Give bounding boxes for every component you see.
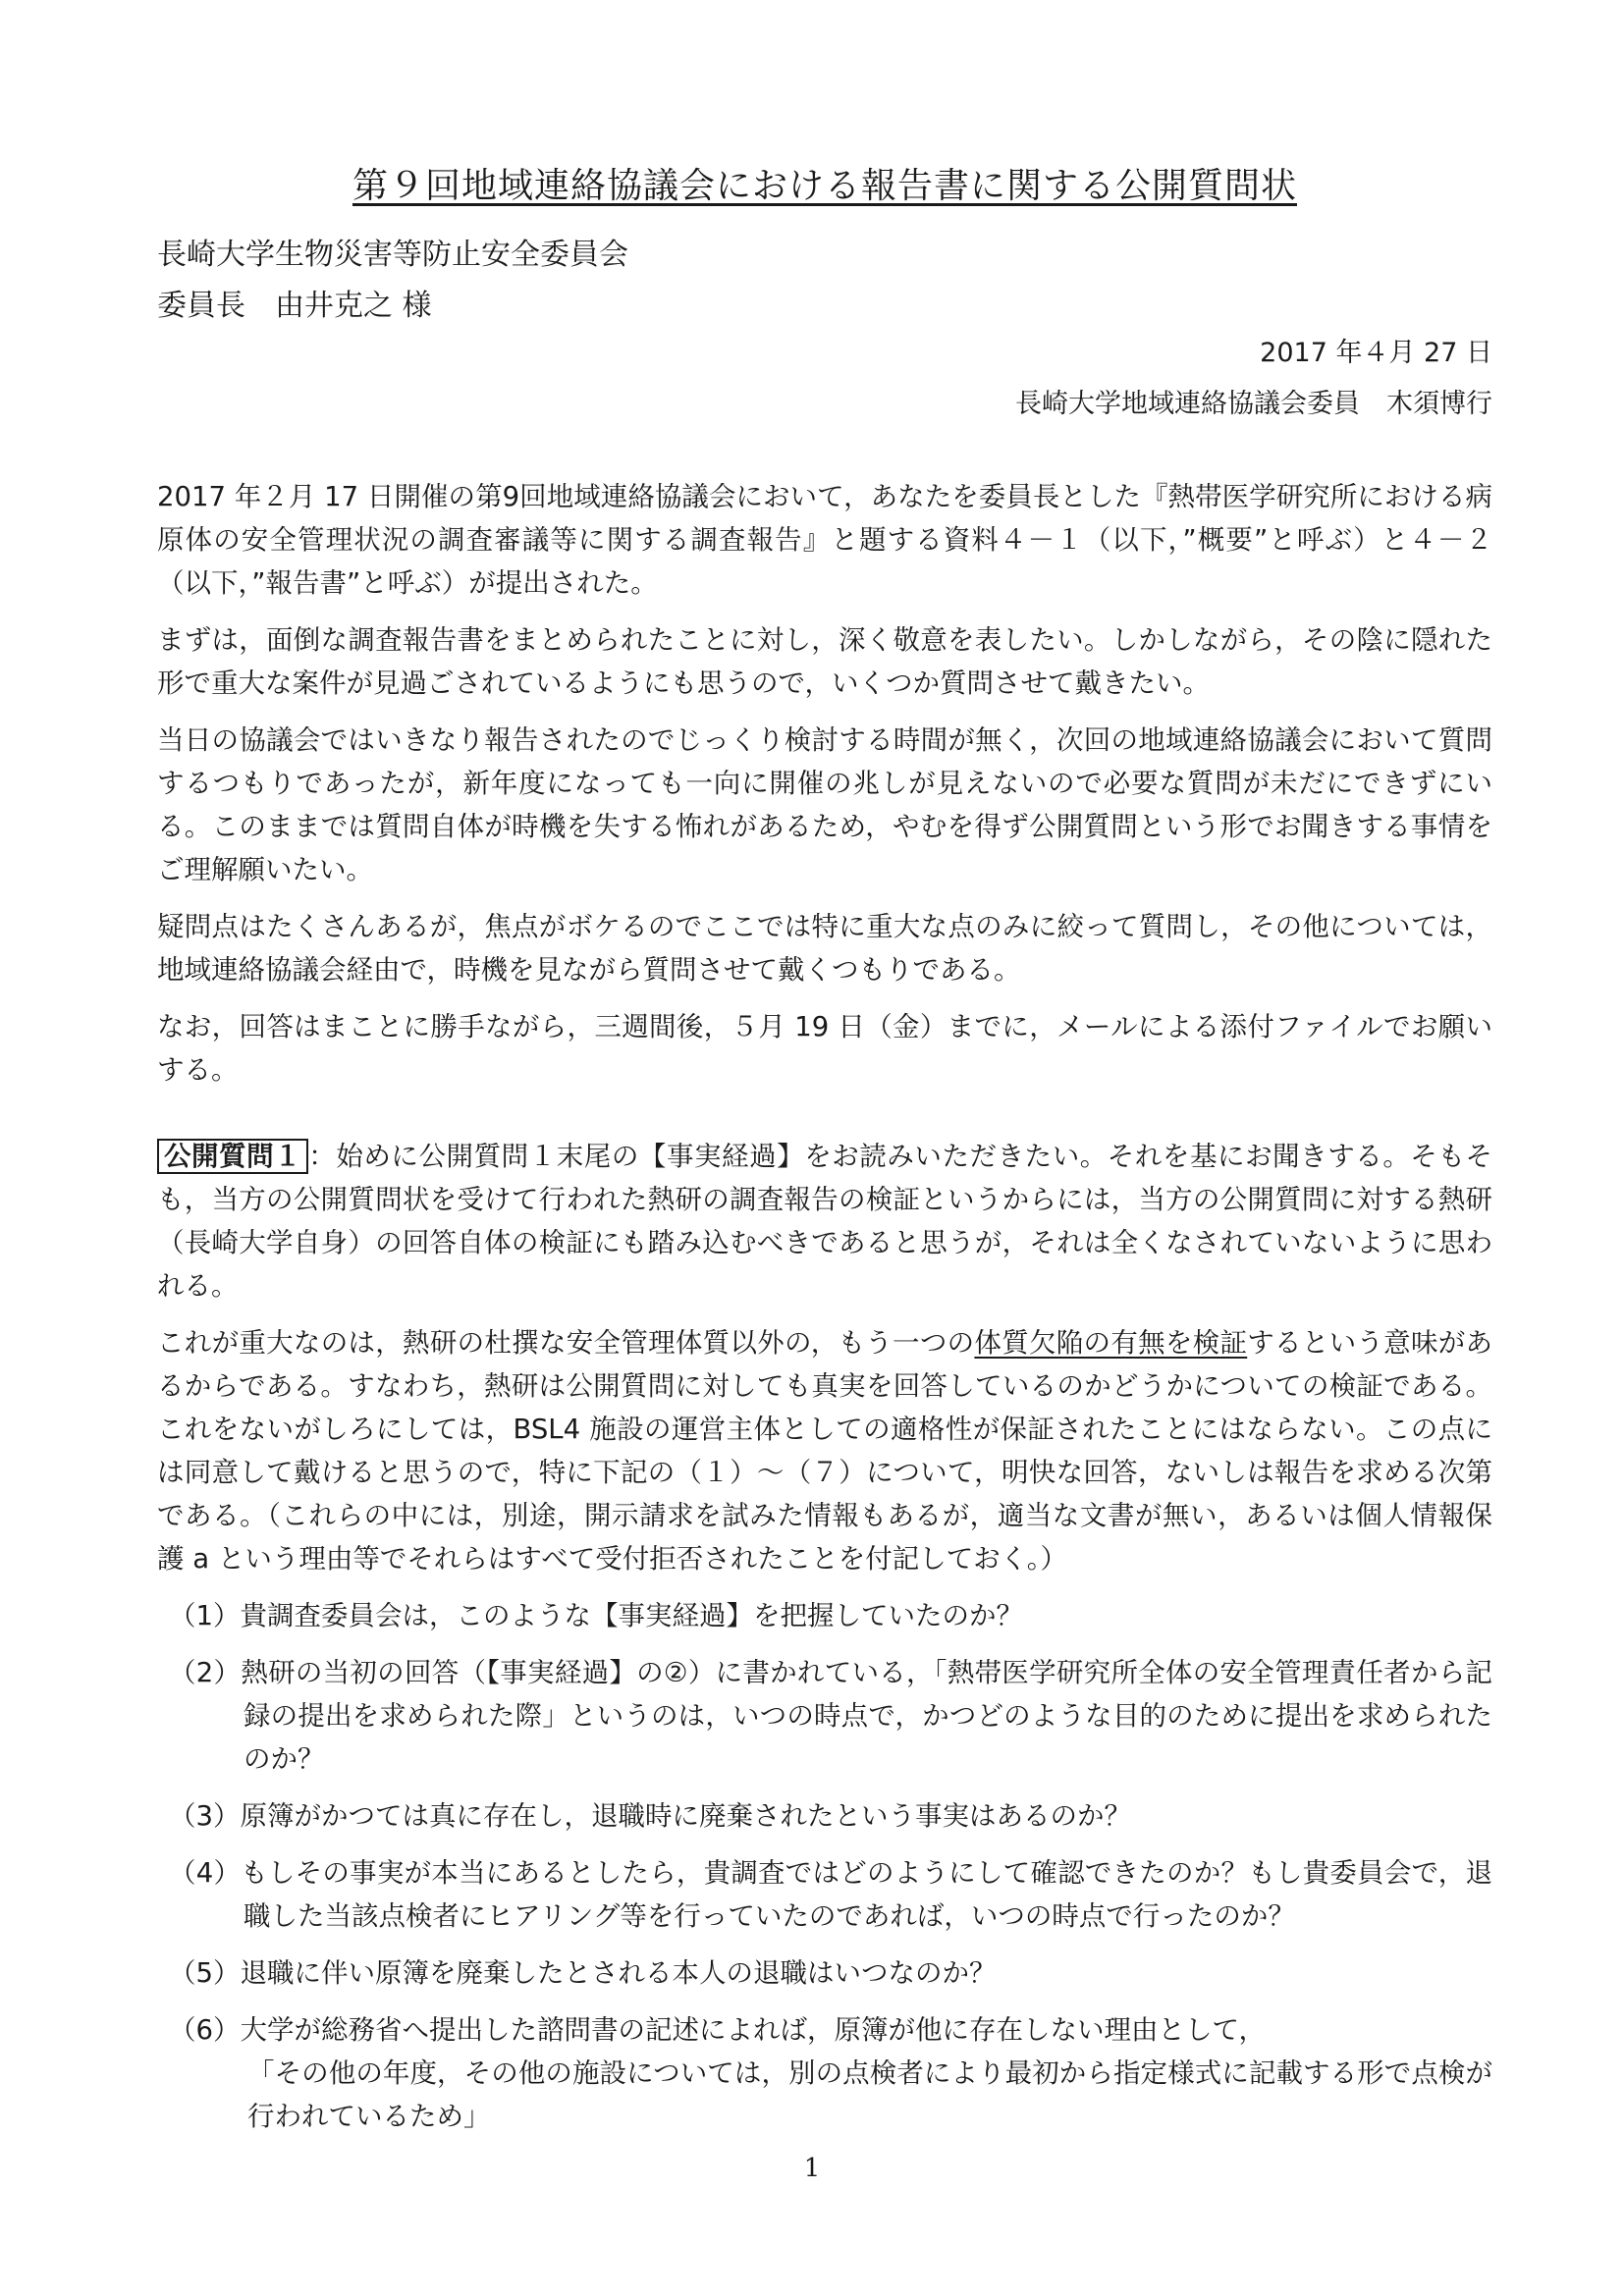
document-title xyxy=(157,165,1492,208)
question-item: （4）もしその事実が本当にあるとしたら，貴調査ではどのようにして確認できたのか？もし貴委員会で，退職した当該点検者にヒアリング等を行っていたのであれば，いつの時点で行ったのか？ xyxy=(169,1857,1492,1932)
page-number: 1 xyxy=(803,2154,821,2183)
sender-name: 長崎大学地域連絡協議会委員 木須博行 xyxy=(1015,389,1492,419)
intro-paragraph: なお，回答はまことに勝手ながら，三週間後，５月 19 日（金）までに，メールによる添付ファイルでお願いする。 xyxy=(157,1011,1492,1086)
question-1-significance xyxy=(157,1321,1492,1580)
addressee-org: 長崎大学生物災害等防止安全委員会 xyxy=(157,238,628,272)
question-1-label: 公開質問１ xyxy=(157,1139,308,1174)
question-1-text: ：始めに公開質問１末尾の【事実経過】をお読みいただきたい。それを基にお聞きする。そもそも，当方の公開質問状を受けて行われた熱研の調査報告の検証というからには，当方の公開質問に対する熱研（長崎大学自身）の回答自体の検証にも踏み込むべきであると思うが，それは全くなされていないように思われる。 xyxy=(157,1141,1492,1302)
question-item: （2）熱研の当初の回答（【事実経過】の②）に書かれている，「熱帯医学研究所全体の安全管理責任者から記録の提出を求められた際」というのは，いつの時点で，かつどのような目的のために提出を求められたのか？ xyxy=(169,1657,1492,1775)
quoted-reason: 「その他の年度，その他の施設については，別の点検者により最初から指定様式に記載する形で点検が行われているため」 xyxy=(247,2057,1492,2132)
intro-paragraph: 2017 年２月 17 日開催の第9回地域連絡協議会において，あなたを委員長とした『熱帯医学研究所における病原体の安全管理状況の調査審議等に関する調査報告』と題する資料４－１（以下，”概要”と呼ぶ）と４－２（以下，”報告書”と呼ぶ）が提出された。 xyxy=(157,481,1492,599)
addressee-name: 委員長 由井克之 様 xyxy=(157,289,432,323)
intro-paragraph: 当日の協議会ではいきなり報告されたのでじっくり検討する時間が無く，次回の地域連絡協議会において質問するつもりであったが，新年度になっても一向に開催の兆しが見えないので必要な質問が未だにできずにいる。このままでは質問自体が時機を失する怖れがあるため，やむを得ず公開質問という形でお聞きする事情をご理解願いたい。 xyxy=(157,724,1492,885)
intro-paragraph: まずは，面倒な調査報告書をまとめられたことに対し，深く敬意を表したい。しかしながら，その陰に隠れた形で重大な案件が見過ごされているようにも思うので，いくつか質問させて戴きたい。 xyxy=(157,624,1492,699)
question-item: （6）大学が総務省へ提出した諮問書の記述によれば，原簿が他に存在しない理由として， xyxy=(169,2014,1266,2046)
document-title-text: 第９回地域連絡協議会における報告書に関する公開質問状 xyxy=(352,166,1297,206)
letter-body xyxy=(157,475,1492,2152)
question-list xyxy=(157,1594,1492,2052)
question-item: （5）退職に伴い原簿を廃棄したとされる本人の退職はいつなのか？ xyxy=(169,1957,997,1989)
significance-underlined: 体質欠陥の有無を検証 xyxy=(974,1327,1248,1359)
section-gap xyxy=(157,1105,1492,1135)
significance-text-after: するという意味があるからである。すなわち，熱研は公開質問に対しても真実を回答しているのかどうかについての検証である。これをないがしろにしては，BSL4 施設の運営主体としての適格性が保証されたことにはならない。この点には同意して戴けると思うので，特に下記の（１）～（７）について，明快な回答，ないしは報告を求める次第である。（これらの中には，別途，開示請求を試みた情報もあるが，適当な文書が無い，あるいは個人情報保護 a という理由等でそれらはすべて受付拒否されたことを付記しておく。） xyxy=(157,1327,1493,1575)
letter-date: 2017 年４月 27 日 xyxy=(1260,338,1492,368)
significance-text-before: これが重大なのは，熱研の杜撰な安全管理体質以外の，もう一つの xyxy=(157,1327,975,1359)
question-item: （1）貴調査委員会は，このような【事実経過】を把握していたのか？ xyxy=(169,1600,1023,1631)
intro-paragraph: 疑問点はたくさんあるが，焦点がボケるのでここでは特に重大な点のみに絞って質問し，その他については，地域連絡協議会経由で，時機を見ながら質問させて戴くつもりである。 xyxy=(157,911,1492,986)
question-1-paragraph xyxy=(157,1135,1492,1308)
question-item: （3）原簿がかつては真に存在し，退職時に廃棄されたという事実はあるのか？ xyxy=(169,1800,1131,1832)
